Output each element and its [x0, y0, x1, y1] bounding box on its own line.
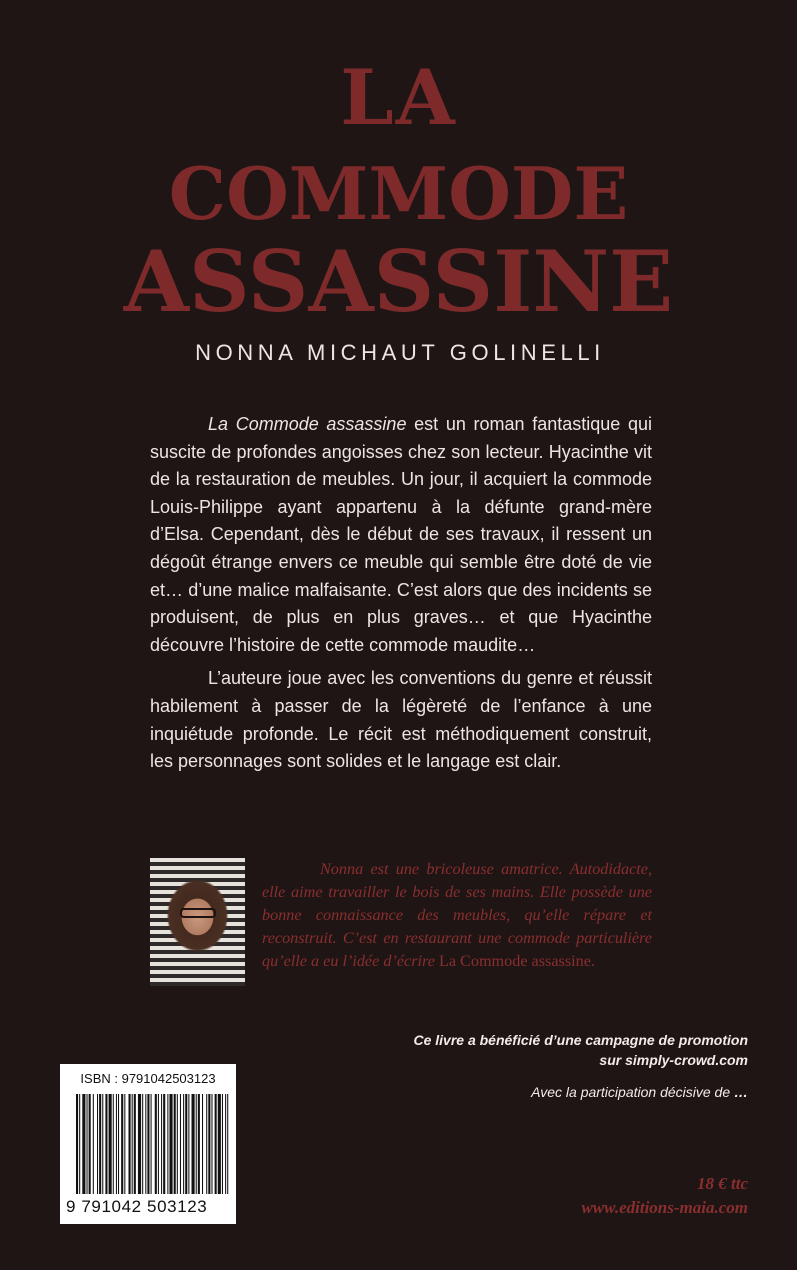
price: 18 € ttc — [697, 1174, 748, 1193]
publisher-website: www.editions-maia.com — [581, 1198, 748, 1217]
author-photo — [150, 858, 245, 986]
barcode-bar — [206, 1094, 207, 1194]
barcode-bar — [109, 1094, 112, 1194]
barcode-bar — [185, 1094, 187, 1194]
barcode-bar — [132, 1094, 133, 1194]
barcode-bar — [208, 1094, 210, 1194]
barcode-bar — [163, 1094, 165, 1194]
barcode-bar — [102, 1094, 103, 1194]
barcode-bar — [202, 1094, 203, 1194]
promotion-line-1: Ce livre a bénéficié d’une campagne de promotion — [413, 1032, 748, 1048]
barcode-bar — [167, 1094, 168, 1194]
title-line-2: COMMODE — [168, 151, 629, 236]
barcode-bar — [138, 1094, 141, 1194]
title-line-1: LA — [340, 53, 457, 142]
barcode-bar — [188, 1094, 189, 1194]
barcode-bar — [142, 1094, 143, 1194]
barcode-bar — [105, 1094, 107, 1194]
barcode-bar — [87, 1094, 88, 1194]
barcode — [60, 1064, 236, 1224]
barcode-bar — [99, 1094, 101, 1194]
barcode-bar — [192, 1094, 195, 1194]
synopsis-paragraph-2: L’auteure joue avec les conventions du genre et réussit habilement à passer de la légèreté de l’enfance à une inquiétude profonde. Le récit est méthodiquement construit, les personnages sont solides et le langage est clair. — [150, 668, 652, 772]
participation-text: Avec la participation décisive de — [531, 1084, 734, 1100]
barcode-bar — [82, 1094, 85, 1194]
isbn-label: ISBN : 9791042503123 — [80, 1071, 216, 1086]
participation-notice — [300, 1082, 748, 1102]
barcode-bar — [174, 1094, 176, 1194]
barcode-bar — [116, 1094, 117, 1194]
barcode-bar — [155, 1094, 157, 1194]
synopsis-paragraph-1 — [150, 411, 652, 659]
barcode-bar — [113, 1094, 114, 1194]
author-bio — [262, 858, 652, 973]
barcode-bar — [79, 1094, 80, 1194]
title-line-3: ASSASSINE — [123, 232, 674, 331]
barcode-bar — [158, 1094, 159, 1194]
barcode-bar — [215, 1094, 217, 1194]
barcode-bar — [227, 1094, 228, 1194]
synopsis-paragraph-1-text: est un roman fantastique qui suscite de profondes angoisses chez son lecteur. Hyacinthe vit de la restauration de meubles. Un jour, il acquiert la commode Louis-Philippe ayant appartenu à la défunte grand-mère d’Elsa. Cependant, dès le début de ses travaux, il ressent un dégoût étrange envers ce meuble qui semble être doté de vie et… d’une malice malfaisante. C’est alors que des incidents se produisent, de plus en plus graves… et que Hyacinthe découvre l’histoire de cette commode maudite… — [150, 414, 652, 655]
barcode-bars — [76, 1094, 232, 1202]
barcode-digits: 9 791042 503123 — [66, 1197, 208, 1216]
barcode-bar — [93, 1094, 94, 1194]
participation-ellipsis: … — [734, 1084, 748, 1100]
barcode-bar — [121, 1094, 123, 1194]
promotion-notice — [300, 1030, 748, 1070]
barcode-bar — [183, 1094, 184, 1194]
barcode-bar — [118, 1094, 119, 1194]
barcode-bar — [211, 1094, 212, 1194]
barcode-bar — [124, 1094, 125, 1194]
barcode-bar — [129, 1094, 131, 1194]
barcode-bar — [198, 1094, 200, 1194]
author-bio-book-title: La Commode assassine. — [438, 952, 595, 970]
glasses-shape — [180, 908, 216, 918]
barcode-bar — [161, 1094, 162, 1194]
barcode-bar — [76, 1094, 78, 1194]
barcode-bar — [151, 1094, 152, 1194]
author-name: NONNA MICHAUT GOLINELLI — [195, 340, 605, 365]
barcode-bar — [134, 1094, 136, 1194]
synopsis-book-title: La Commode assassine — [208, 414, 407, 434]
barcode-bar — [177, 1094, 178, 1194]
barcode-bar — [169, 1094, 172, 1194]
synopsis — [150, 411, 652, 776]
barcode-bar — [147, 1094, 149, 1194]
barcode-bar — [218, 1094, 221, 1194]
barcode-bar — [97, 1094, 98, 1194]
barcode-bar — [225, 1094, 226, 1194]
barcode-bar — [89, 1094, 91, 1194]
barcode-bar — [180, 1094, 181, 1194]
barcode-bar — [196, 1094, 197, 1194]
promotion-line-2: sur simply-crowd.com — [599, 1052, 748, 1068]
barcode-bar — [222, 1094, 223, 1194]
barcode-bar — [145, 1094, 146, 1194]
author-bio-text: Nonna est une bricoleuse amatrice. Autodidacte, elle aime travailler le bois de ses mains. Elle possède une bonne connaissance des meubles, qu’elle répare et reconstruit. C’est en restaurant une commode particulière qu’elle a eu l’idée d’écrire — [262, 860, 652, 970]
